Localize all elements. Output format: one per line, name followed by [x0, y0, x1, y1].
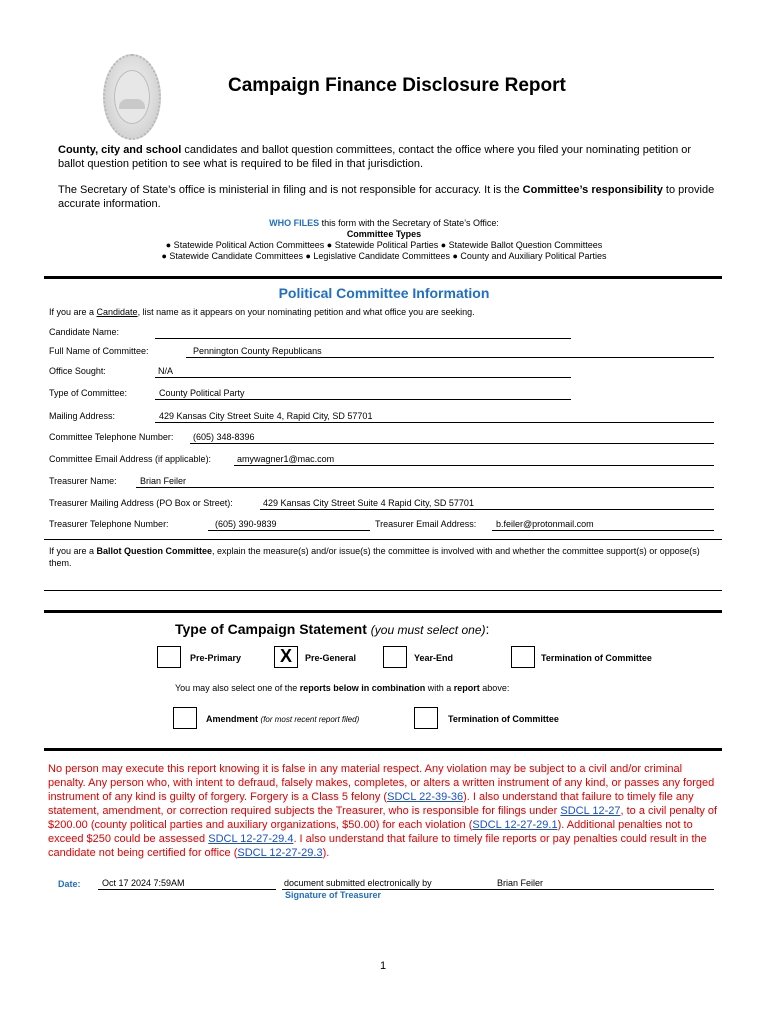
treasurer-name-value[interactable]: Brian Feiler — [140, 476, 187, 486]
amendment-checkbox[interactable] — [173, 707, 197, 729]
warning-text-1: No person may execute this report knowing it is false in any material respect. Any violation may be subject to a civil and/or criminal penalty. Any person who, with intent to defraud, falsely makes, completes, or alters a written instrument of any kind, or passes any forged instrument of any kind is guilty of forgery. Forgery is a Class 5 felony ( — [48, 763, 715, 803]
office-sought-line — [155, 377, 571, 378]
statement-title — [175, 621, 489, 637]
pre-general-label: Pre-General — [305, 653, 357, 663]
committee-email-label: Committee Email Address (if applicable): — [49, 454, 212, 464]
sdcl-12-27-link[interactable]: SDCL 12-27 — [560, 805, 621, 817]
intro-bold: County, city and school — [58, 144, 182, 156]
intro-paragraph-1 — [58, 143, 718, 171]
intro2-start: The Secretary of State’s office is ministerial in filing and is not responsible for accuracy. It is the — [58, 184, 523, 196]
treasurer-phone-value[interactable]: (605) 390-9839 — [215, 519, 277, 529]
section-divider — [44, 610, 722, 613]
committee-name-label: Full Name of Committee: — [49, 346, 149, 356]
amendment-note: (for most recent report filed) — [260, 715, 360, 724]
candidate-note-link: Candidate — [96, 307, 138, 317]
termination-checkbox[interactable] — [511, 646, 535, 668]
date-label: Date: — [58, 879, 81, 889]
signature-label: Signature of Treasurer — [285, 890, 382, 900]
combo-mid: with a — [425, 683, 454, 693]
pre-primary-checkbox[interactable] — [157, 646, 181, 668]
signer-name[interactable]: Brian Feiler — [497, 878, 544, 888]
mailing-address-value[interactable]: 429 Kansas City Street Suite 4, Rapid City, SD 57701 — [159, 411, 373, 421]
mailing-address-label: Mailing Address: — [49, 411, 116, 421]
committee-email-value[interactable]: amywagner1@mac.com — [237, 454, 335, 464]
legal-warning — [48, 762, 718, 860]
treasurer-address-line — [260, 509, 714, 510]
committee-email-line — [234, 465, 714, 466]
statement-title-text: Type of Campaign Statement — [175, 621, 367, 637]
combo-bold-2: report — [453, 683, 480, 693]
committee-name-line — [186, 357, 714, 358]
candidate-note-end: , list name as it appears on your nominating petition and what office you are seeking. — [137, 307, 475, 317]
treasurer-phone-label: Treasurer Telephone Number: — [49, 519, 169, 529]
intro2-bold: Committee’s responsibility — [522, 184, 663, 196]
committee-types-line-2: ● Statewide Candidate Committees ● Legislative Candidate Committees ● County and Auxiliary Political Parties — [161, 251, 607, 261]
combo-bold-1: reports below in combination — [299, 683, 426, 693]
committee-phone-line — [190, 443, 714, 444]
year-end-label: Year-End — [414, 653, 454, 663]
sdcl-22-39-36-link[interactable]: SDCL 22-39-36 — [387, 791, 464, 803]
treasurer-email-value[interactable]: b.feiler@protonmail.com — [496, 519, 594, 529]
committee-types-line-1: ● Statewide Political Action Committees ● Statewide Political Parties ● Statewide Ballot Question Committees — [165, 240, 603, 250]
section-divider — [44, 748, 722, 751]
date-line — [98, 889, 276, 890]
year-end-checkbox[interactable] — [383, 646, 407, 668]
termination-label: Termination of Committee — [541, 653, 652, 663]
intro-paragraph-2 — [58, 183, 718, 211]
seal-landscape — [119, 99, 145, 109]
committee-name-value[interactable]: Pennington County Republicans — [193, 346, 322, 356]
intro2-end: to provide accurate information. — [58, 184, 715, 210]
mailing-address-line — [155, 422, 714, 423]
ballot-note-end: , explain the measure(s) and/or issue(s) the committee is involved with and whether the committee support(s) or oppose(s) them. — [49, 546, 700, 568]
committee-type-value[interactable]: County Political Party — [159, 388, 245, 398]
candidate-note — [49, 306, 475, 318]
pre-general-checkbox[interactable]: X — [274, 646, 298, 668]
section-divider — [44, 276, 722, 279]
committee-types-heading: Committee Types — [346, 229, 422, 239]
who-files-lead: WHO FILES — [269, 218, 320, 228]
candidate-name-label: Candidate Name: — [49, 327, 120, 337]
office-sought-label: Office Sought: — [49, 366, 106, 376]
committee-type-label: Type of Committee: — [49, 388, 128, 398]
combination-note — [175, 682, 509, 694]
committee-phone-label: Committee Telephone Number: — [49, 432, 174, 442]
page-title: Campaign Finance Disclosure Report — [228, 75, 566, 96]
treasurer-email-line — [492, 530, 714, 531]
termination-combo-label: Termination of Committee — [448, 714, 559, 724]
treasurer-name-label: Treasurer Name: — [49, 476, 117, 486]
page-number: 1 — [380, 960, 387, 972]
intro-text: candidates and ballot question committees, contact the office where you filed your nominating petition or ballot question petition to see what is required to be filed in that jurisdiction. — [58, 144, 692, 170]
candidate-name-line — [155, 338, 571, 339]
treasurer-address-label: Treasurer Mailing Address (PO Box or Street): — [49, 498, 233, 508]
submitted-text: document submitted electronically by — [284, 878, 432, 888]
sdcl-12-27-29-4-link[interactable]: SDCL 12-27-29.4 — [208, 833, 294, 845]
state-seal-image — [103, 54, 161, 140]
committee-type-line — [155, 399, 571, 400]
ballot-answer-line[interactable] — [44, 590, 722, 591]
committee-info-title: Political Committee Information — [278, 285, 490, 301]
sdcl-12-27-29-3-link[interactable]: SDCL 12-27-29.3 — [237, 847, 323, 859]
divider-line — [44, 539, 722, 540]
who-files-block — [0, 218, 768, 262]
candidate-note-start: If you are a — [49, 307, 97, 317]
treasurer-name-line — [136, 487, 714, 488]
office-sought-value[interactable]: N/A — [158, 366, 174, 376]
pre-primary-label: Pre-Primary — [190, 653, 242, 663]
ballot-question-note — [49, 545, 719, 569]
termination-combo-checkbox[interactable] — [414, 707, 438, 729]
treasurer-phone-line — [208, 530, 370, 531]
treasurer-address-value[interactable]: 429 Kansas City Street Suite 4 Rapid City, SD 57701 — [263, 498, 474, 508]
warning-text-2: ). I also understand that failure to timely file any statement, amendment, or correction required subjects the Treasurer, who is responsible for filings under — [48, 791, 694, 817]
combo-end: above: — [479, 683, 510, 693]
statement-title-italic: (you must select one) — [370, 623, 486, 637]
warning-text-6: ). — [322, 847, 330, 859]
combo-start: You may also select one of the — [175, 683, 300, 693]
warning-text-3: , to a civil penalty of $200.00 (county political parties and auxiliary organizations, $50.00) for each violation ( — [48, 805, 718, 831]
date-value[interactable]: Oct 17 2024 7:59AM — [102, 878, 185, 888]
ballot-note-bold: Ballot Question Committee — [96, 546, 213, 556]
who-files-rest: this form with the Secretary of State’s Office: — [319, 218, 499, 228]
seal-center — [114, 70, 150, 124]
warning-text-5: . I also understand that failure to timely file reports or pay penalties could result in the candidate not being certified for office ( — [48, 833, 707, 859]
ballot-note-start: If you are a — [49, 546, 97, 556]
treasurer-email-label: Treasurer Email Address: — [375, 519, 477, 529]
amendment-label-group — [206, 714, 359, 724]
committee-phone-value[interactable]: (605) 348-8396 — [193, 432, 255, 442]
sdcl-12-27-29-1-link[interactable]: SDCL 12-27-29.1 — [472, 819, 558, 831]
warning-text-4: ). Additional penalties not to exceed $250 could be assessed — [48, 819, 693, 845]
amendment-label: Amendment — [206, 714, 259, 724]
statement-title-colon: : — [485, 621, 490, 637]
